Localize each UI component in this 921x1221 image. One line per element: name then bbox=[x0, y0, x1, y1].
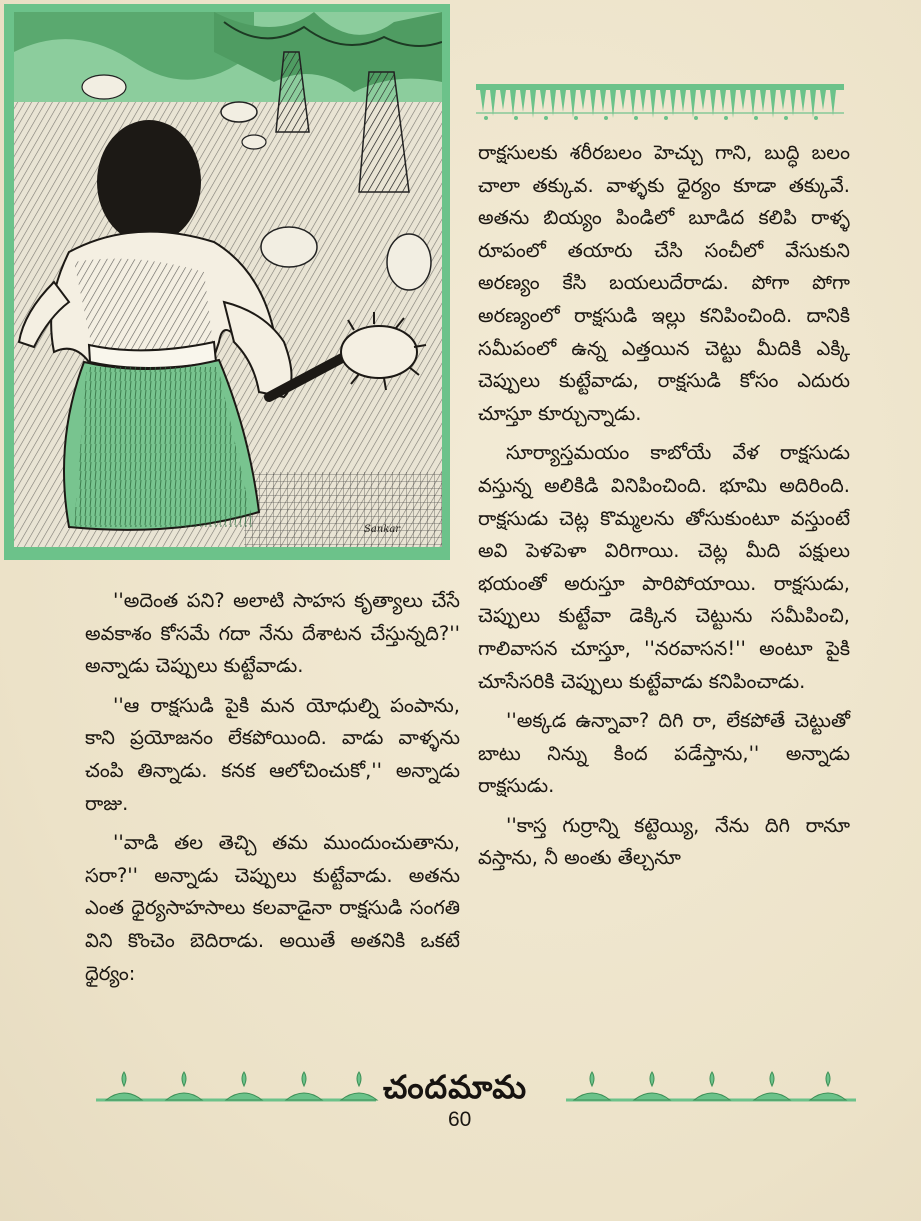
paragraph: ''వాడి తల తెచ్చి తమ ముందుంచుతాను, సరా?'' అన్నాడు చెప్పులు కుట్టేవాడు. అతను ఎంత ధైర్యసాహసాలు కలవాడైనా రాక్షసుడి సంగతి విని కొంచెం బెదిరాడు. అయితే అతనికి ఒకటే ధైర్యం: bbox=[85, 831, 460, 985]
page-number: 60 bbox=[448, 1108, 472, 1131]
story-text-left-column bbox=[85, 585, 460, 990]
paragraph: ''ఆ రాక్షసుడి పైకి మన యోధుల్ని పంపాను, కాని ప్రయోజనం లేకపోయింది. వాడు వాళ్ళను చంపి తిన్నాడు. కనక ఆలోచించుకో,'' అన్నాడు రాజు. bbox=[85, 693, 460, 815]
magazine-name: చందమామ bbox=[383, 1068, 528, 1106]
illustration-drawing bbox=[14, 12, 442, 547]
paragraph: సూర్యాస్తమయం కాబోయే వేళ రాక్షసుడు వస్తున్న అలికిడి వినిపించింది. భూమి అదిరింది. రాక్షసుడు చెట్ల కొమ్మలను తోసుకుంటూ వస్తుంటే అవి పెళపెళా విరిగాయి. చెట్ల మీది పక్షులు భయంతో అరుస్తూ పారిపోయాయి. రాక్షసుడు, చెప్పులు కుట్టేవా డెక్కిన చెట్టును సమీపించి, గాలివాసన చూస్తూ, ''నరవాసన!'' అంటూ పైకి చూసేసరికి చెప్పులు కుట్టేవాడు కనిపించాడు. bbox=[478, 441, 850, 693]
decorative-border-top bbox=[476, 82, 844, 122]
story-illustration bbox=[4, 4, 450, 560]
artist-signature: Sankar bbox=[364, 524, 401, 535]
paragraph: ''అక్కడ ఉన్నావా? దిగి రా, లేకపోతే చెట్టుతో బాటు నిన్ను కింద పడేస్తాను,'' అన్నాడు రాక్షసుడు. bbox=[478, 709, 850, 798]
story-text-right-column bbox=[478, 137, 850, 875]
paragraph: ''కాస్త గుర్రాన్ని కట్టెయ్యి, నేను దిగి రానూ వస్తాను, నీ అంతు తేల్చనూ bbox=[478, 813, 850, 870]
paragraph: రాక్షసులకు శరీరబలం హెచ్చు గాని, బుద్ధి బలం చాలా తక్కువ. వాళ్ళకు ధైర్యం కూడా తక్కువే. అతను బియ్యం పిండిలో బూడిద కలిపి రాళ్ళ రూపంలో తయారు చేసి సంచీలో వేసుకుని అరణ్యం కేసి బయలుదేరాడు. పోగా పోగా అరణ్యంలో రాక్షసుడి ఇల్లు కనిపించింది. దానికి సమీపంలో ఉన్న ఎత్తయిన చెట్టు మీదికి ఎక్కి చెప్పులు కుట్టేవాడు, రాక్షసుడి కోసం ఎదురు చూస్తూ కూర్చున్నాడు. bbox=[478, 141, 850, 425]
paragraph: ''అదెంత పని? అలాటి సాహస కృత్యాలు చేసే అవకాశం కోసమే గదా నేను దేశాటన చేస్తున్నది?'' అన్నాడు చెప్పులు కుట్టేవాడు. bbox=[85, 589, 460, 678]
